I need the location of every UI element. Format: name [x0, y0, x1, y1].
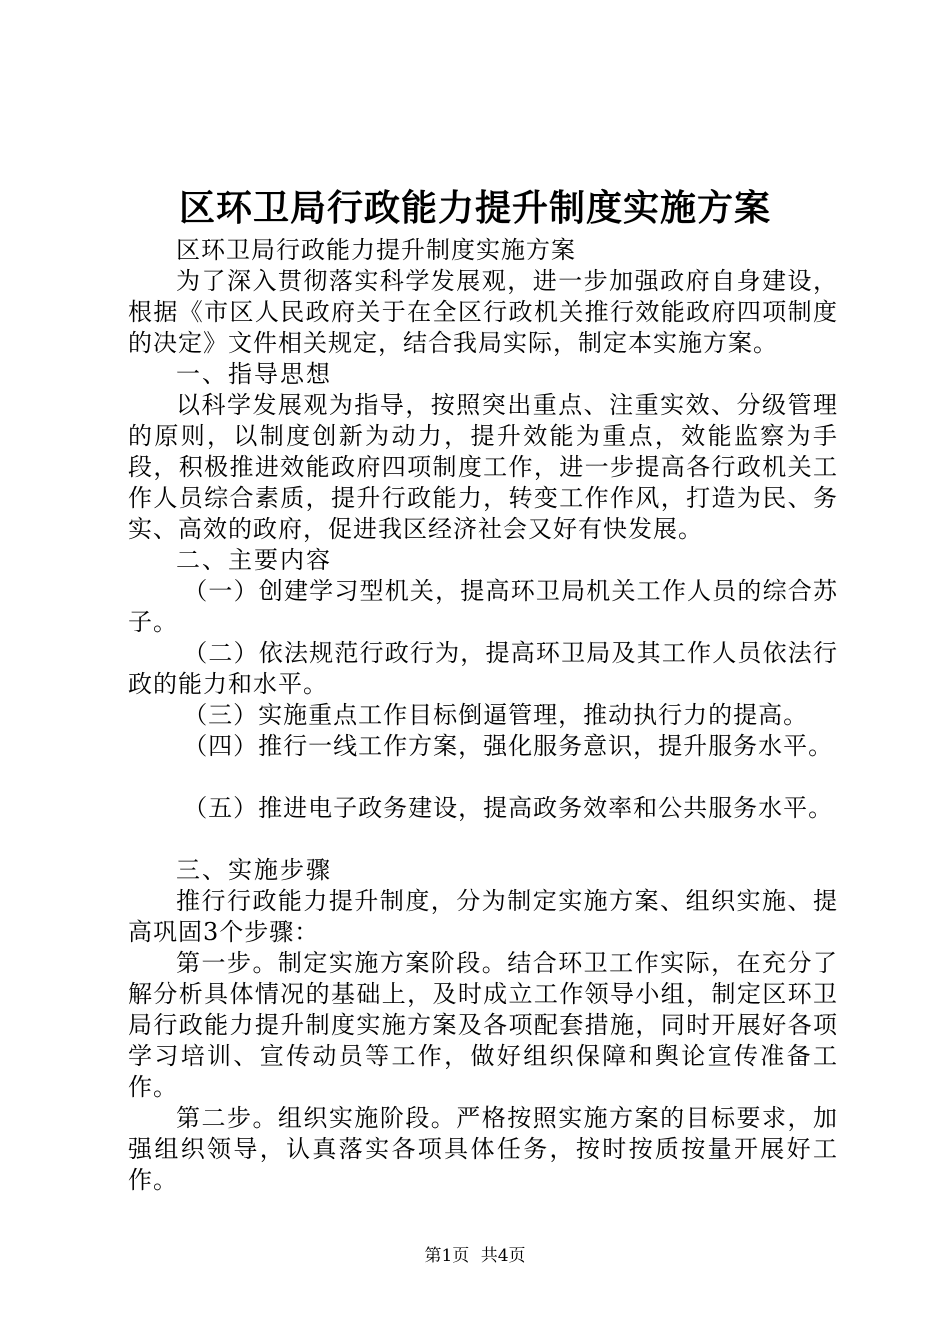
- subtitle-paragraph: 区环卫局行政能力提升制度实施方案: [176, 236, 576, 264]
- section-heading-guiding-thought: 一、指导思想: [176, 360, 332, 388]
- guiding-thought-paragraph: 以科学发展观为指导，按照突出重点、注重实效、分级管理的原则，以制度创新为动力，提升效能为重点，效能监察为手段，积极推进效能政府四项制度工作，进一步提高各行政机关工作人员综合素质，提升行政能力，转变工作作风，打造为民、务实、高效的政府，促进我区经济社会又好有快发展。: [128, 391, 838, 543]
- main-content-item-1: （一）创建学习型机关，提高环卫局机关工作人员的综合苏子。: [128, 577, 838, 636]
- page-number: 第1页: [424, 1246, 470, 1266]
- main-content-item-4: （四）推行一线工作方案，强化服务意识，提升服务水平。: [183, 732, 834, 760]
- steps-intro-paragraph: 推行行政能力提升制度，分为制定实施方案、组织实施、提高巩固3个步骤：: [128, 887, 838, 946]
- intro-paragraph: 为了深入贯彻落实科学发展观，进一步加强政府自身建设，根据《市区人民政府关于在全区行政机关推行效能政府四项制度的决定》文件相关规定，结合我局实际，制定本实施方案。: [128, 267, 838, 357]
- document-body: [128, 235, 838, 1196]
- main-content-item-5: （五）推进电子政务建设，提高政务效率和公共服务水平。: [183, 794, 834, 822]
- page-total: 共4页: [480, 1246, 526, 1266]
- main-content-item-3: （三）实施重点工作目标倒逼管理，推动执行力的提高。: [183, 701, 809, 729]
- page-footer: [0, 1246, 950, 1266]
- section-heading-steps: 三、实施步骤: [176, 856, 332, 884]
- step-2-paragraph: 第二步。组织实施阶段。严格按照实施方案的目标要求，加强组织领导，认真落实各项具体任务，按时按质按量开展好工作。: [128, 1104, 838, 1194]
- document-title: 区环卫局行政能力提升制度实施方案: [178, 187, 771, 229]
- step-1-paragraph: 第一步。制定实施方案阶段。结合环卫工作实际，在充分了解分析具体情况的基础上，及时成立工作领导小组，制定区环卫局行政能力提升制度实施方案及各项配套措施，同时开展好各项学习培训、宣传动员等工作，做好组织保障和舆论宣传准备工作。: [128, 949, 838, 1101]
- main-content-item-2: （二）依法规范行政行为，提高环卫局及其工作人员依法行政的能力和水平。: [128, 639, 838, 698]
- section-heading-main-content: 二、主要内容: [176, 546, 332, 574]
